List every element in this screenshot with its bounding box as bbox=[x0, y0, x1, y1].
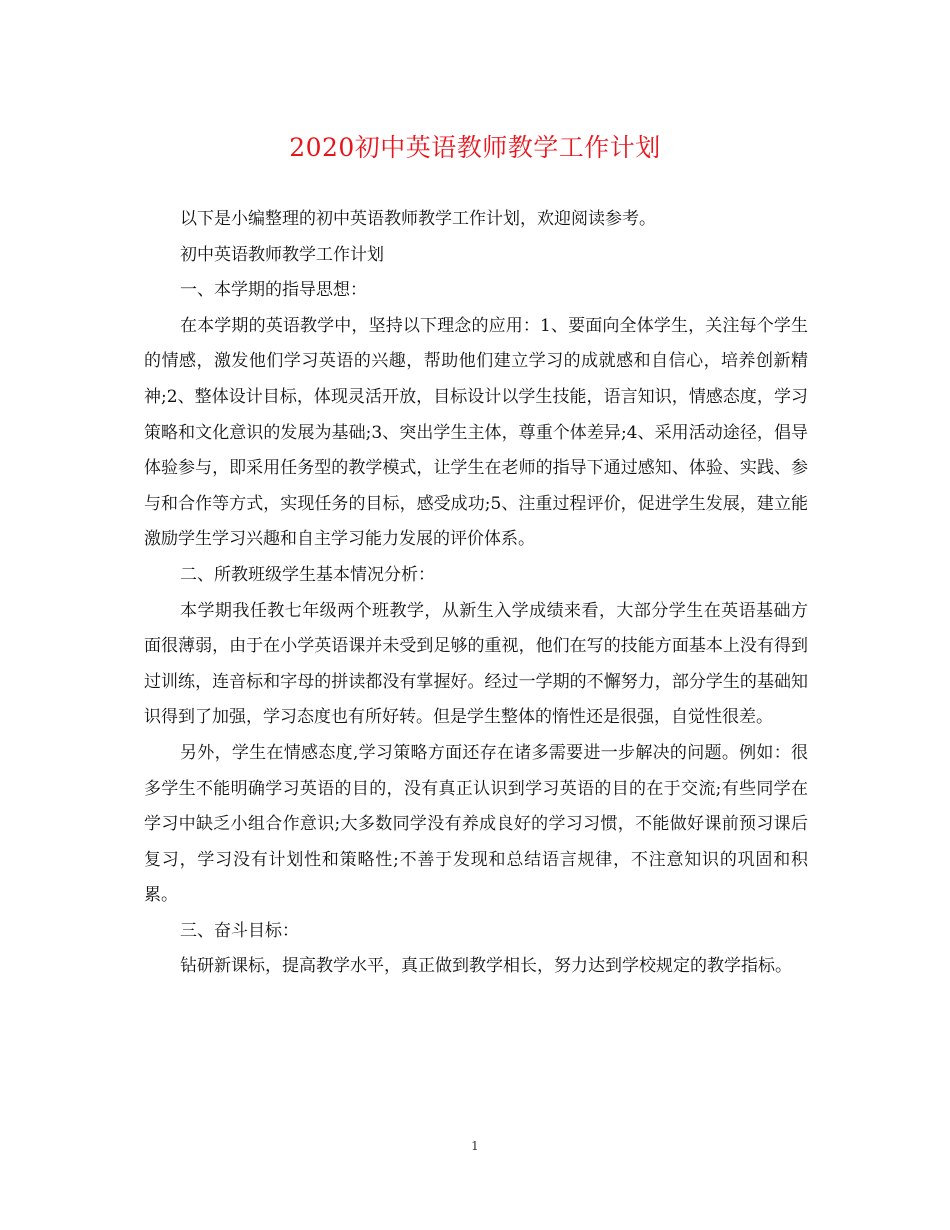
section-heading-1: 一、本学期的指导思想： bbox=[180, 280, 367, 301]
document-title: 2020初中英语教师教学工作计划 bbox=[289, 133, 661, 162]
page-number: 1 bbox=[471, 1139, 479, 1153]
intro-paragraph: 以下是小编整理的初中英语教师教学工作计划，欢迎阅读参考。 bbox=[180, 209, 656, 229]
section-heading-2: 二、所教班级学生基本情况分析： bbox=[180, 564, 435, 585]
section-2-paragraph-2: 另外，学生在情感态度,学习策略方面还存在诸多需要进一步解决的问题。例如：很多学生不能明确学习英语的目的，没有真正认识到学习英语的目的在于交流;有些同学在学习中缺乏小组合作意识;大多数同学没有养成良好的学习习惯，不能做好课前预习课后复习，学习没有计划性和策略性;不善于发现和总结语言规律，不注意知识的巩固和积累。 bbox=[144, 742, 808, 906]
document-body bbox=[144, 202, 808, 985]
section-heading-3: 三、奋斗目标： bbox=[180, 920, 299, 941]
section-2-paragraph-1: 本学期我任教七年级两个班教学，从新生入学成绩来看，大部分学生在英语基础方面很薄弱，由于在小学英语课并未受到足够的重视，他们在写的技能方面基本上没有得到过训练，连音标和字母的拼读都没有掌握好。经过一学期的不懈努力，部分学生的基础知识得到了加强，学习态度也有所好转。但是学生整体的惰性还是很强，自觉性很差。 bbox=[144, 600, 808, 728]
section-1-paragraph: 在本学期的英语教学中，坚持以下理念的应用：1、要面向全体学生，关注每个学生的情感，激发他们学习英语的兴趣，帮助他们建立学习的成就感和自信心，培养创新精神;2、整体设计目标，体现灵活开放，目标设计以学生技能，语言知识，情感态度，学习策略和文化意识的发展为基础;3、突出学生主体，尊重个体差异;4、采用活动途径，倡导体验参与，即采用任务型的教学模式，让学生在老师的指导下通过感知、体验、实践、参与和合作等方式，实现任务的目标，感受成功;5、注重过程评价，促进学生发展，建立能激励学生学习兴趣和自主学习能力发展的评价体系。 bbox=[144, 315, 808, 550]
subtitle-paragraph: 初中英语教师教学工作计划 bbox=[180, 244, 384, 265]
section-3-paragraph: 钻研新课标，提高教学水平，真正做到教学相长，努力达到学校规定的教学指标。 bbox=[180, 956, 792, 977]
